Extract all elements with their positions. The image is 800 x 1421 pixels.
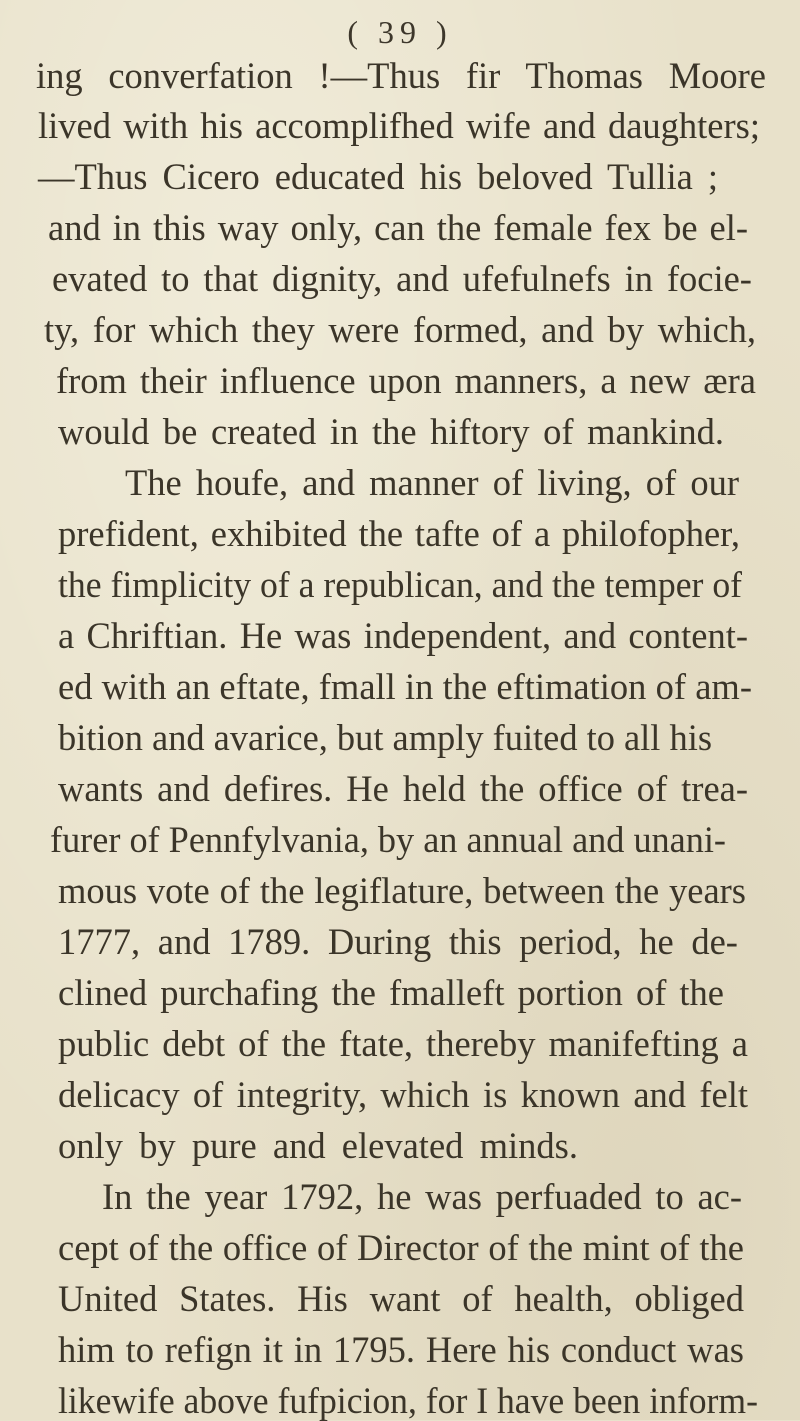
text-line: evated to that dignity, and ufefulnefs in focie- bbox=[52, 258, 752, 299]
page-number: ( 39 ) bbox=[347, 14, 453, 50]
text-line: would be created in the hiftory of mankind. bbox=[58, 411, 725, 452]
text-line: In the year 1792, he was perfuaded to ac- bbox=[102, 1176, 743, 1217]
text-line: cept of the office of Director of the mint of the bbox=[58, 1227, 745, 1268]
text-line: clined purchafing the fmalleft portion of the bbox=[58, 972, 724, 1013]
text-line: 1777, and 1789. During this period, he de- bbox=[58, 921, 738, 962]
text-line: delicacy of integrity, which is known and felt bbox=[58, 1074, 748, 1115]
text-line: lived with his accomplifhed wife and daughters; bbox=[38, 105, 760, 146]
text-line: a Chriftian. He was independent, and content- bbox=[58, 615, 748, 656]
text-line: ed with an eftate, fmall in the eftimation of am- bbox=[58, 666, 752, 707]
text-line: The houfe, and manner of living, of our bbox=[125, 462, 739, 503]
text-line: mous vote of the legiflature, between the years bbox=[58, 870, 747, 911]
text-line: him to refign it in 1795. Here his conduct was bbox=[58, 1329, 745, 1370]
text-line: only by pure and elevated minds. bbox=[58, 1125, 578, 1166]
text-line: bition and avarice, but amply fuited to all his bbox=[58, 717, 712, 758]
text-line: prefident, exhibited the tafte of a philofopher, bbox=[58, 513, 740, 554]
text-line: furer of Pennfylvania, by an annual and unani- bbox=[50, 819, 727, 860]
text-line: the fimplicity of a republican, and the temper of bbox=[58, 564, 743, 605]
text-line: —Thus Cicero educated his beloved Tullia ; bbox=[38, 156, 719, 197]
text-line: from their influence upon manners, a new æra bbox=[56, 360, 757, 401]
text-line: likewife above fufpicion, for I have been inform- bbox=[58, 1380, 758, 1421]
text-line: United States. His want of health, obliged bbox=[58, 1278, 744, 1319]
text-line: ty, for which they were formed, and by which, bbox=[44, 309, 757, 350]
text-line: and in this way only, can the female fex be el- bbox=[48, 207, 749, 248]
text-line: ing converfation !—Thus fir Thomas Moore bbox=[36, 55, 767, 96]
text-line: public debt of the ftate, thereby manifefting a bbox=[58, 1023, 748, 1064]
text-line: wants and defires. He held the office of trea- bbox=[58, 768, 749, 809]
